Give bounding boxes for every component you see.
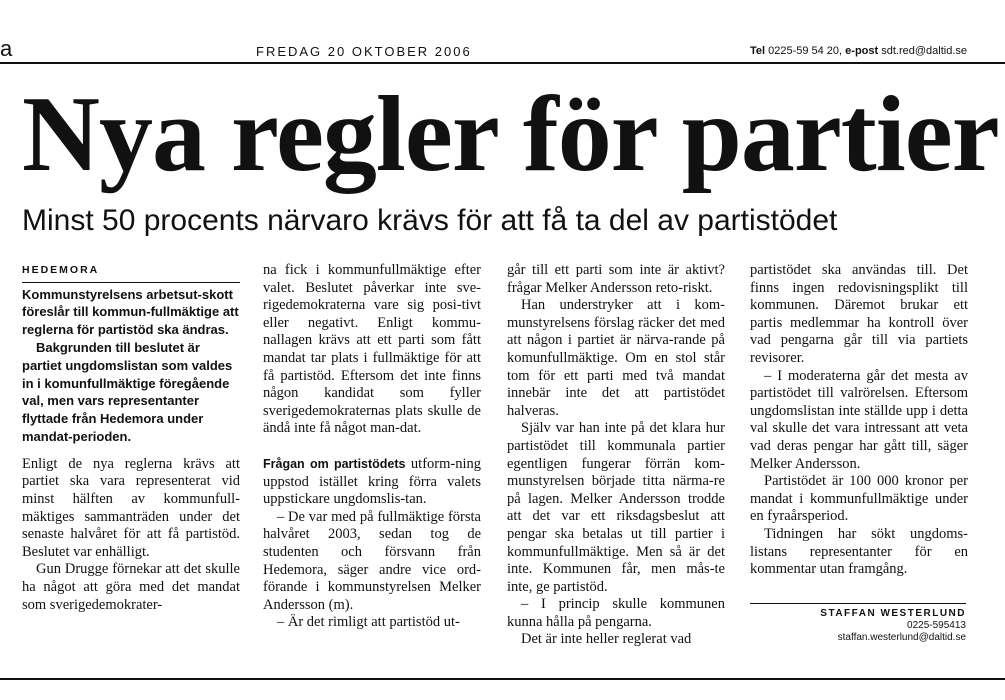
byline bbox=[818, 608, 966, 644]
author-email: staffan.westerlund@daltid.se bbox=[837, 632, 966, 643]
body-paragraph: Han understryker att i kom-munstyrelsens förslag räcker det med att någon i partiet är närva-rande på komunfullmäktige. Om en stol står tom för ett parti med två mandat innebär inte det att partistödet halveras. bbox=[507, 297, 725, 419]
subheadline: Minst 50 procents närvaro krävs för att få ta del av partistödet bbox=[22, 204, 838, 237]
column-1 bbox=[22, 262, 240, 614]
headline: Nya regler för partier bbox=[22, 75, 999, 194]
issue-date: FREDAG 20 OKTOBER 2006 bbox=[256, 44, 472, 59]
lead-paragraph: Bakgrunden till beslutet är partiet ungdomslistan som valdes in i komunfullmäktige föregående val, men vars representanter flyttade från Hedemora under mandat-perioden. bbox=[22, 339, 233, 444]
body-paragraph: – I princip skulle kommunen kunna hålla på pengarna. bbox=[507, 596, 725, 630]
body-paragraph: – Är det rimligt att partistöd ut- bbox=[277, 614, 460, 631]
kicker: HEDEMORA bbox=[22, 262, 240, 283]
column-2 bbox=[263, 262, 481, 632]
body-paragraph: Själv var han inte på det klara hur partistödet till kommunala partier egentligen fungerar förrän kom-munstyrelsen började titta närma-re på lagen. Melker Andersson trodde att det var ett riksdagsbeslut att pengar ska betalas ut till partier i kommunfullmäktige. Men så är det inte. Kommunen får, men mås-te inte, ge partistöd. bbox=[507, 420, 725, 595]
body-paragraph: – De var med på fullmäktige första halvåret 2003, sedan tog de studenten och försvann från Hedemora, säger andre vice ord-förande i kommunstyrelsen Melker Andersson (m). bbox=[263, 508, 481, 613]
body-text: utform-ning uppstod istället kring förra valets uppstickare ungdomslis-tan. bbox=[263, 455, 481, 508]
bottom-rule bbox=[0, 678, 1005, 680]
body-paragraph: – I moderaterna går det mesta av partistödet till valrörelsen. Eftersom ungdomslistan inte ställde upp i detta val skulle det vara intressant att veta vad deras pengar har gått till, säger Melker Andersson. bbox=[750, 367, 968, 472]
masthead-fragment: a bbox=[0, 36, 13, 61]
tel-label: Tel bbox=[749, 45, 766, 57]
email-address: sdt.red@daltid.se bbox=[881, 45, 967, 57]
contact-line bbox=[750, 45, 967, 57]
body-paragraph: Gun Drugge förnekar att det skulle ha något att göra med det mandat som sverigedemokrater- bbox=[22, 561, 240, 613]
column-4 bbox=[750, 262, 968, 579]
top-rule bbox=[0, 62, 1005, 64]
body-paragraph: na fick i kommunfullmäktige efter valet. Beslutet påverkar inte sve-rigedemokraterna vare sig posi-tivt eller negativt. Enligt kommu-nallagen krävs att ett parti som fått mandat tar plats i fullmäktige för att få partistöd. Eftersom det inte finns någon kandidat som fyller sverigedemokraternas plats skulle de ändå inte få något man-dat. bbox=[263, 262, 481, 437]
body-paragraph: Det är inte heller reglerat vad bbox=[521, 631, 692, 648]
column-3 bbox=[507, 262, 725, 649]
lead-paragraph: Kommunstyrelsens arbetsut-skott föreslår till kommun-fullmäktige att reglerna för partistöd ska ändras. bbox=[22, 286, 239, 338]
body-paragraph: Partistödet är 100 000 kronor per mandat i kommunfullmäktige under en fyraårsperiod. bbox=[750, 473, 968, 525]
body-paragraph: går till ett parti som inte är aktivt? frågar Melker Andersson reto-riskt. bbox=[507, 262, 725, 296]
body-paragraph: Enligt de nya reglerna krävs att partiet ska vara representerat vid minst hälften av kommunfull-mäktiges sammanträden under det senaste halvåret för att få partistöd. Beslutet var enhälligt. bbox=[22, 455, 240, 560]
lead bbox=[22, 286, 240, 446]
byline-rule bbox=[750, 603, 966, 604]
body-paragraph bbox=[263, 456, 481, 509]
email-label: e-post bbox=[845, 45, 879, 57]
inline-subhead: Frågan om partistödets bbox=[263, 456, 406, 471]
author-phone: 0225-595413 bbox=[907, 620, 966, 631]
author-name: STAFFAN WESTERLUND bbox=[820, 608, 966, 619]
body-paragraph: Tidningen har sökt ungdoms-listans representanter för en kommentar utan framgång. bbox=[750, 525, 968, 578]
body-paragraph: partistödet ska användas till. Det finns ingen redovisningsplikt till kommunen. Däremot brukar ett partis medlemmar ha kontroll över vad pengarna går till via partiets revisorer. bbox=[750, 262, 968, 366]
tel-number: 0225-59 54 20, bbox=[768, 45, 843, 57]
